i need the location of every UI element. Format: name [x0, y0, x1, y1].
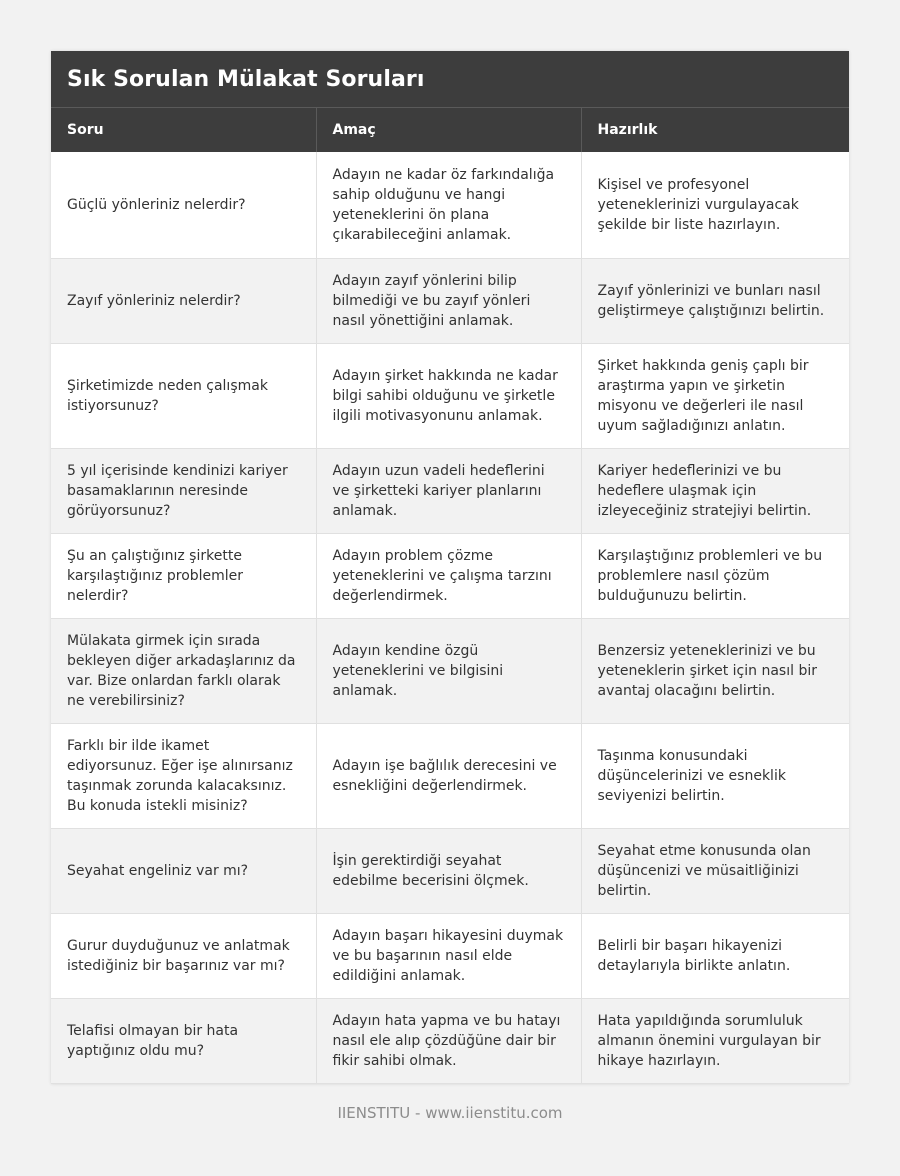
table-row: [51, 828, 849, 913]
cell-soru: Şu an çalıştığınız şirkette karşılaştığınız problemler nelerdir?: [51, 533, 316, 618]
cell-soru: Gurur duyduğunuz ve anlatmak istediğiniz bir başarınız var mı?: [51, 913, 316, 998]
cell-amac: Adayın hata yapma ve bu hatayı nasıl ele alıp çözdüğüne dair bir fikir sahibi olmak.: [316, 998, 581, 1083]
cell-amac: Adayın kendine özgü yeteneklerini ve bilgisini anlamak.: [316, 618, 581, 723]
cell-amac: Adayın zayıf yönlerini bilip bilmediği ve bu zayıf yönleri nasıl yönettiğini anlamak.: [316, 258, 581, 343]
column-header-hazirlik: Hazırlık: [581, 108, 849, 152]
column-header-amac: Amaç: [316, 108, 581, 152]
faq-card: [51, 51, 849, 1084]
cell-hazirlik: Seyahat etme konusunda olan düşüncenizi ve müsaitliğinizi belirtin.: [581, 828, 849, 913]
cell-amac: Adayın işe bağlılık derecesini ve esnekliğini değerlendirmek.: [316, 723, 581, 828]
footer-credit: IIENSTITU - www.iienstitu.com: [337, 1104, 563, 1122]
cell-soru: Telafisi olmayan bir hata yaptığınız oldu mu?: [51, 998, 316, 1083]
table-row: [51, 723, 849, 828]
cell-hazirlik: Kişisel ve profesyonel yeteneklerinizi vurgulayacak şekilde bir liste hazırlayın.: [581, 152, 849, 258]
header-row: [51, 108, 849, 152]
page-title: Sık Sorulan Mülakat Soruları: [67, 66, 425, 92]
table-row: [51, 998, 849, 1083]
cell-hazirlik: Karşılaştığınız problemleri ve bu problemlere nasıl çözüm bulduğunuzu belirtin.: [581, 533, 849, 618]
table-body: [51, 152, 849, 1083]
cell-soru: Güçlü yönleriniz nelerdir?: [51, 152, 316, 258]
cell-soru: Şirketimizde neden çalışmak istiyorsunuz?: [51, 343, 316, 448]
column-header-soru: Soru: [51, 108, 316, 152]
questions-table: [51, 108, 849, 1084]
table-row: [51, 258, 849, 343]
cell-soru: 5 yıl içerisinde kendinizi kariyer basamaklarının neresinde görüyorsunuz?: [51, 448, 316, 533]
table-row: [51, 533, 849, 618]
cell-amac: Adayın başarı hikayesini duymak ve bu başarının nasıl elde edildiğini anlamak.: [316, 913, 581, 998]
title-bar: [51, 51, 849, 108]
cell-soru: Mülakata girmek için sırada bekleyen diğer arkadaşlarınız da var. Bize onlardan farklı olarak ne verebilirsiniz?: [51, 618, 316, 723]
cell-hazirlik: Belirli bir başarı hikayenizi detaylarıyla birlikte anlatın.: [581, 913, 849, 998]
cell-amac: Adayın problem çözme yeteneklerini ve çalışma tarzını değerlendirmek.: [316, 533, 581, 618]
cell-amac: İşin gerektirdiği seyahat edebilme becerisini ölçmek.: [316, 828, 581, 913]
cell-hazirlik: Taşınma konusundaki düşüncelerinizi ve esneklik seviyenizi belirtin.: [581, 723, 849, 828]
cell-hazirlik: Hata yapıldığında sorumluluk almanın önemini vurgulayan bir hikaye hazırlayın.: [581, 998, 849, 1083]
table-row: [51, 343, 849, 448]
cell-soru: Zayıf yönleriniz nelerdir?: [51, 258, 316, 343]
table-row: [51, 448, 849, 533]
cell-hazirlik: Benzersiz yeteneklerinizi ve bu yeteneklerin şirket için nasıl bir avantaj olacağını belirtin.: [581, 618, 849, 723]
cell-soru: Farklı bir ilde ikamet ediyorsunuz. Eğer işe alınırsanız taşınmak zorunda kalacaksınız. Bu konuda istekli misiniz?: [51, 723, 316, 828]
table-row: [51, 152, 849, 258]
table-header: [51, 108, 849, 152]
cell-hazirlik: Kariyer hedeflerinizi ve bu hedeflere ulaşmak için izleyeceğiniz stratejiyi belirtin.: [581, 448, 849, 533]
cell-hazirlik: Şirket hakkında geniş çaplı bir araştırma yapın ve şirketin misyonu ve değerleri ile nasıl uyum sağladığınızı anlatın.: [581, 343, 849, 448]
table-row: [51, 618, 849, 723]
cell-hazirlik: Zayıf yönlerinizi ve bunları nasıl geliştirmeye çalıştığınızı belirtin.: [581, 258, 849, 343]
cell-amac: Adayın ne kadar öz farkındalığa sahip olduğunu ve hangi yeteneklerini ön plana çıkarabileceğini anlamak.: [316, 152, 581, 258]
table-row: [51, 913, 849, 998]
cell-amac: Adayın şirket hakkında ne kadar bilgi sahibi olduğunu ve şirketle ilgili motivasyonunu anlamak.: [316, 343, 581, 448]
cell-amac: Adayın uzun vadeli hedeflerini ve şirketteki kariyer planlarını anlamak.: [316, 448, 581, 533]
cell-soru: Seyahat engeliniz var mı?: [51, 828, 316, 913]
